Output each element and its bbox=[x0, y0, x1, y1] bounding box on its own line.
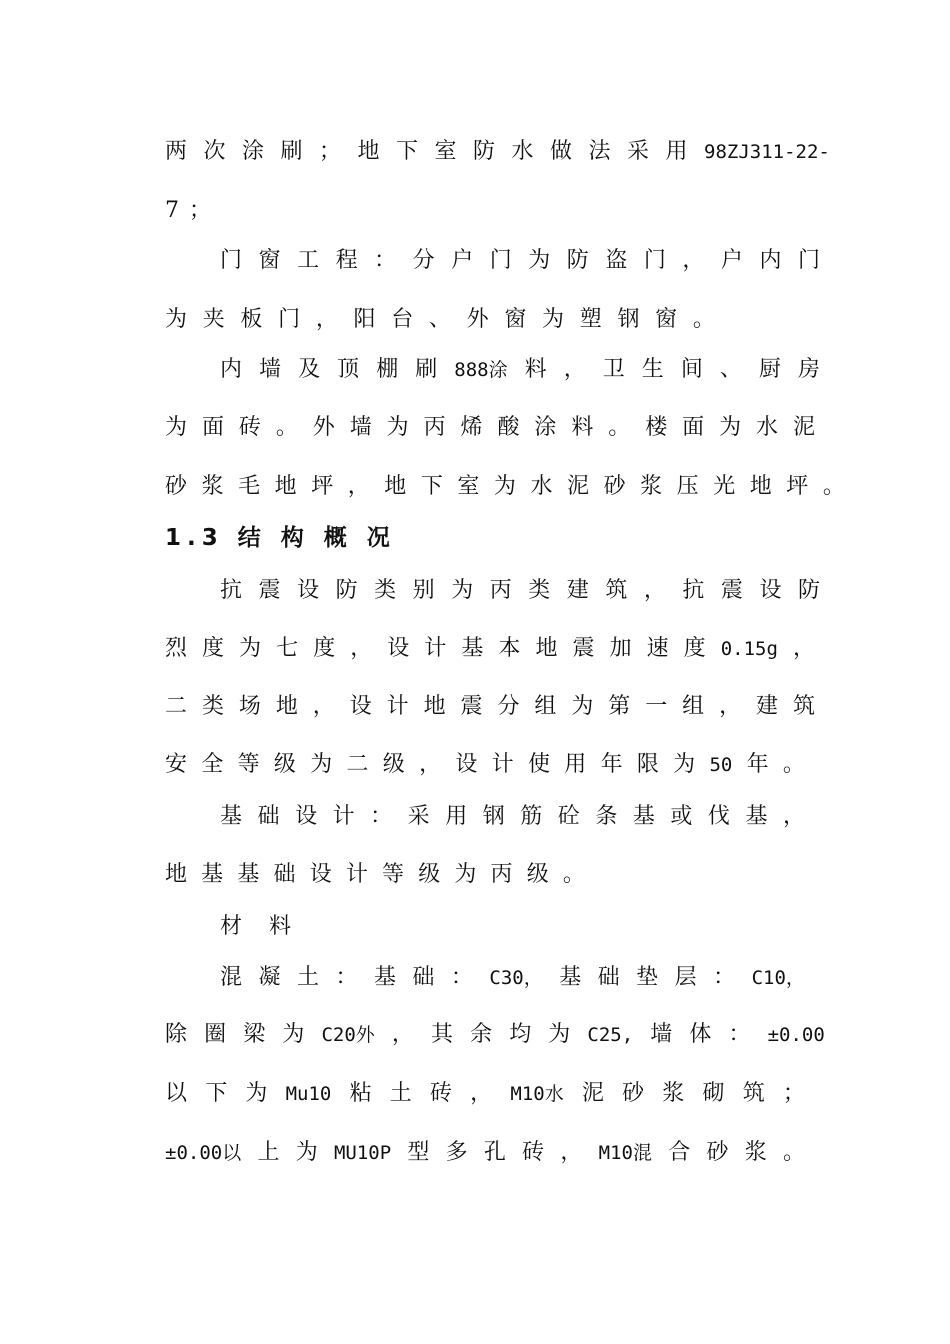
text-line: 材 料 bbox=[220, 914, 301, 939]
text-line: 门 窗 工 程 ： 分 户 门 为 防 盗 门 ， 户 内 门 bbox=[220, 248, 820, 273]
text-line: ±0.00以 上 为 MU10P 型 多 孔 砖 ， M10混 合 砂 浆 。 bbox=[165, 1140, 805, 1165]
text-line: 内 墙 及 顶 棚 刷 888涂 料 ， 卫 生 间 、 厨 房 bbox=[220, 357, 820, 382]
text-line: 砂 浆 毛 地 坪 ， 地 下 室 为 水 泥 砂 浆 压 光 地 坪 。 bbox=[165, 474, 845, 499]
text-line: 7； bbox=[165, 198, 221, 223]
text-line: 除 圈 梁 为 C20外 ， 其 余 均 为 C25, 墙 体 ： ±0.00 bbox=[165, 1022, 825, 1047]
text-line: 为 面 砖 。 外 墙 为 丙 烯 酸 涂 料 。 楼 面 为 水 泥 bbox=[165, 415, 815, 440]
text-line: 地 基 基 础 设 计 等 级 为 丙 级 。 bbox=[165, 862, 585, 887]
text-line: 基 础 设 计 ： 采 用 钢 筋 砼 条 基 或 伐 基 ， bbox=[220, 804, 805, 829]
text-line: 抗 震 设 防 类 别 为 丙 类 建 筑 ， 抗 震 设 防 bbox=[220, 578, 820, 603]
text-line: 烈 度 为 七 度 ， 设 计 基 本 地 震 加 速 度 0.15g ， bbox=[165, 636, 815, 661]
text-line: 两 次 涂 刷 ； 地 下 室 防 水 做 法 采 用 98ZJ311-22- bbox=[165, 139, 830, 164]
text-line: 以 下 为 Mu10 粘 土 砖 ， M10水 泥 砂 浆 砌 筑 ； bbox=[165, 1081, 805, 1106]
text-line: 为 夹 板 门 ， 阳 台 、 外 窗 为 塑 钢 窗 。 bbox=[165, 307, 715, 332]
section-heading: 1.3 结 构 概 况 bbox=[165, 525, 396, 551]
text-line: 混 凝 土 ： 基 础 ： C30， 基 础 垫 层 ： C10， bbox=[220, 965, 805, 990]
text-line: 安 全 等 级 为 二 级 ， 设 计 使 用 年 限 为 50 年 。 bbox=[165, 752, 805, 777]
text-line: 二 类 场 地 ， 设 计 地 震 分 组 为 第 一 组 ， 建 筑 bbox=[165, 694, 815, 719]
